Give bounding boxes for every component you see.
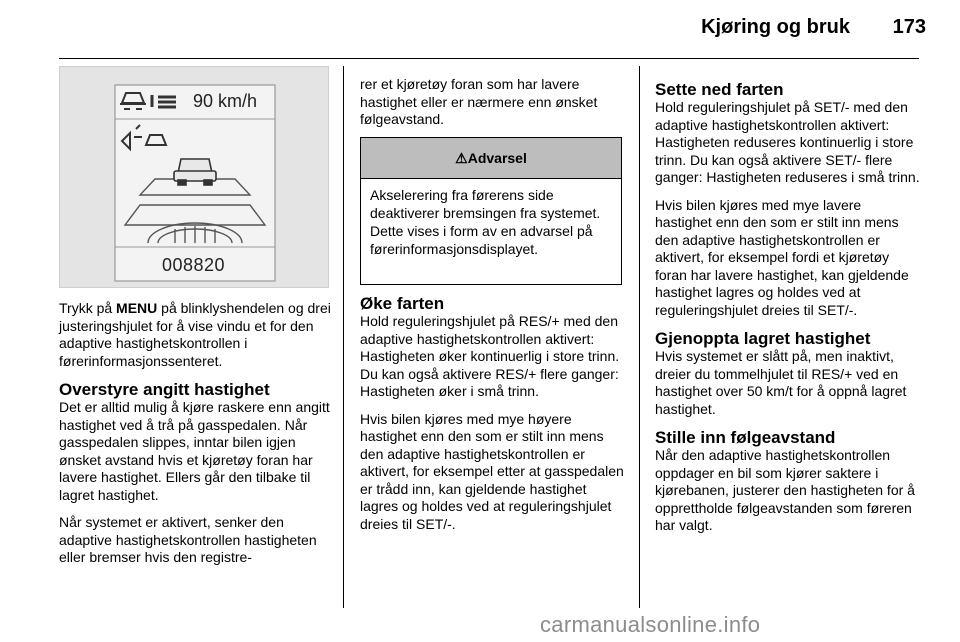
warning-header — [361, 138, 621, 179]
heading-resume-speed: Gjenoppta lagret hastighet — [655, 329, 871, 348]
column-3 — [655, 80, 921, 545]
column-divider-2 — [639, 66, 640, 608]
column-1 — [59, 300, 331, 577]
car-ahead-graphic — [174, 159, 216, 185]
heading-decrease-speed: Sette ned farten — [655, 80, 784, 99]
paragraph-higher-speed: Hvis bilen kjøres med mye høyere hastighet enn den som er stilt inn mens den adaptive hastighetskontrollen er aktivert, for eksempel etter at gasspedalen er trådd inn, kan gjeldende hastighet lagres og holdes ved at reguleringshjulet dreies til SET/-. — [360, 410, 624, 532]
column-2-lower — [360, 294, 624, 543]
header-rule — [59, 58, 919, 59]
driver-info-display-illustration — [59, 66, 329, 288]
display-odometer: 008820 — [162, 255, 226, 275]
paragraph-lower-speed: Hvis bilen kjøres med mye lavere hastighet enn den som er stilt inn mens den adaptive hastighetskontrollen er aktivert, for eksempel fordi et kjøretøy foran har lavere hastighet, kan gjeldende hastighet lagres og holdes ved at reguleringshjulet dreies til SET/-. — [655, 196, 909, 318]
paragraph-resume: Hvis systemet er slått på, men inaktivt, dreier du tommelhjulet til RES/+ ved en hastighet over 50 km/t for å oppnå lagret hastighet. — [655, 348, 907, 417]
intro-paragraph: Trykk på MENU på blinklyshendelen og drei justeringshjulet for å vise vindu et for den adaptive hastighetskontrollen i førerinformasjonssenteret. — [59, 300, 331, 369]
column-2 — [360, 76, 624, 139]
paragraph-override: Det er alltid mulig å kjøre raskere enn angitt hastighet ved å trå på gasspedalen. Når gasspedalen slippes, inntar bilen igjen ønsket avstand hvis et kjøretøy foran har lavere hastighet. Ellers går den tilbake til lagret hastighet. — [59, 399, 330, 503]
menu-button-reference: MENU — [116, 300, 158, 316]
paragraph-system-active: Når systemet er aktivert, senker den adaptive hastighetskontrollen hastigheten eller bremser hvis den registre- — [59, 514, 317, 565]
warning-box — [360, 137, 622, 285]
heading-increase-speed: Øke farten — [360, 294, 445, 313]
watermark-text: carmanualsonline.info — [540, 612, 761, 637]
column-divider-1 — [343, 66, 344, 608]
paragraph-increase: Hold reguleringshjulet på RES/+ med den adaptive hastighetskontrollen aktivert: Hastigheten øker kontinuerlig i store trinn. Du kan også aktivere RES/+ flere ganger: Hastigheten øker i små trinn. — [360, 313, 620, 399]
paragraph-decrease: Hold reguleringshjulet på SET/- med den adaptive hastighetskontrollen aktivert: Hastigheten reduseres kontinuerlig i store trinn. Du kan også aktivere SET/- flere ganger: Hastigheten reduseres i små trinn. — [655, 99, 920, 185]
warning-triangle-icon: ⚠ — [455, 150, 468, 166]
warning-text: Akselerering fra førerens side deaktiverer bremsingen fra systemet. Dette vises i form av en advarsel på førerinformasjonsdisplayet. — [370, 187, 601, 257]
paragraph-continued: rer et kjøretøy foran som har lavere hastighet eller er nærmere enn ønsket følgeavstand. — [360, 76, 598, 127]
warning-title: Advarsel — [467, 150, 527, 166]
paragraph-following-distance: Når den adaptive hastighetskontrollen oppdager en bil som kjører saktere i kjørebanen, justerer den hastigheten for å opprettholde følgeavstanden som føreren har valgt. — [655, 447, 915, 533]
page-number: 173 — [892, 16, 926, 38]
display-speed-readout: 90 km/h — [193, 91, 258, 111]
page-header-title: Kjøring og bruk — [701, 16, 850, 38]
heading-following-distance: Stille inn følgeavstand — [655, 428, 836, 447]
heading-override-speed: Overstyre angitt hastighet — [59, 380, 270, 399]
